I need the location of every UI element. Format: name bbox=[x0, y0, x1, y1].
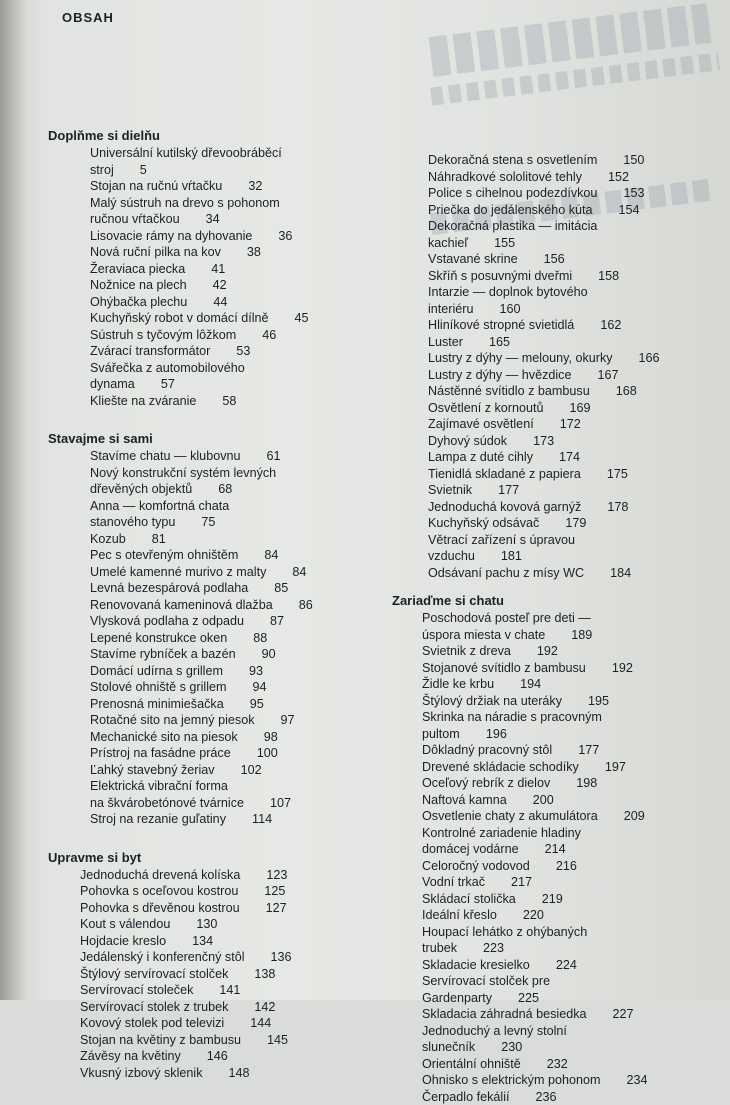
toc-entry-title: Svářečka z automobilového dynama bbox=[90, 361, 245, 392]
toc-entry-title: Stolové ohniště s grillem bbox=[90, 680, 227, 694]
book-spine-shadow bbox=[0, 0, 26, 1000]
toc-list bbox=[392, 152, 692, 581]
toc-entry bbox=[422, 1056, 692, 1073]
toc-entry-page-number: 130 bbox=[196, 917, 217, 931]
toc-entry bbox=[90, 310, 388, 327]
toc-entry bbox=[90, 393, 388, 410]
toc-entry bbox=[90, 465, 388, 498]
toc-entry bbox=[428, 499, 692, 516]
toc-entry-title: Kovový stolek pod televizi bbox=[80, 1016, 224, 1030]
toc-entry-page-number: 158 bbox=[598, 269, 619, 283]
toc-entry-title: Vodní trkač bbox=[422, 875, 485, 889]
toc-entry-title: Vlysková podlaha z odpadu bbox=[90, 614, 244, 628]
toc-entry-title: Renovovaná kameninová dlažba bbox=[90, 598, 273, 612]
toc-entry-page-number: 217 bbox=[511, 875, 532, 889]
toc-entry-title: Nová ruční pilka na kov bbox=[90, 245, 221, 259]
toc-entry-page-number: 160 bbox=[500, 302, 521, 316]
toc-entry-title: Kuchyňský odsávač bbox=[428, 516, 539, 530]
toc-entry bbox=[422, 973, 692, 1006]
toc-entry-page-number: 93 bbox=[249, 664, 263, 678]
toc-entry-title: Elektrická vibrační forma na škvárobetónové tvárnice bbox=[90, 779, 244, 810]
toc-entry bbox=[80, 1065, 388, 1082]
toc-entry-page-number: 150 bbox=[623, 153, 644, 167]
toc-entry bbox=[428, 482, 692, 499]
toc-section bbox=[48, 431, 388, 828]
toc-entry-page-number: 34 bbox=[206, 212, 220, 226]
toc-entry-title: Skříň s posuvnými dveřmi bbox=[428, 269, 572, 283]
toc-entry-title: Lustry z dýhy — hvězdice bbox=[428, 368, 572, 382]
toc-entry-page-number: 234 bbox=[626, 1073, 647, 1087]
toc-entry-page-number: 236 bbox=[536, 1090, 557, 1104]
section-title: Stavajme si sami bbox=[48, 431, 388, 446]
toc-entry-title: Závěsy na květiny bbox=[80, 1049, 181, 1063]
toc-entry bbox=[422, 759, 692, 776]
toc-section bbox=[48, 850, 388, 1082]
toc-entry-title: Oceľový rebrík z dielov bbox=[422, 776, 550, 790]
toc-entry bbox=[428, 284, 692, 317]
toc-entry-title: Prenosná minimiešačka bbox=[90, 697, 224, 711]
toc-entry-title: Luster bbox=[428, 335, 463, 349]
toc-entry-page-number: 46 bbox=[262, 328, 276, 342]
toc-entry-title: Dyhový súdok bbox=[428, 434, 507, 448]
toc-entry-title: Štýlový držiak na uteráky bbox=[422, 694, 562, 708]
toc-entry-title: Stroj na rezanie guľatiny bbox=[90, 812, 226, 826]
toc-entry bbox=[90, 244, 388, 261]
toc-entry bbox=[428, 268, 692, 285]
toc-entry-page-number: 172 bbox=[560, 417, 581, 431]
toc-entry bbox=[80, 916, 388, 933]
toc-entry-page-number: 227 bbox=[613, 1007, 634, 1021]
toc-entry bbox=[428, 532, 692, 565]
toc-entry-page-number: 84 bbox=[264, 548, 278, 562]
toc-entry-page-number: 192 bbox=[612, 661, 633, 675]
toc-entry-title: Rotačné sito na jemný piesok bbox=[90, 713, 255, 727]
toc-entry bbox=[422, 924, 692, 957]
toc-entry-page-number: 134 bbox=[192, 934, 213, 948]
toc-entry bbox=[428, 433, 692, 450]
toc-entry-title: Malý sústruh na drevo s pohonom ručnou vŕtačkou bbox=[90, 196, 280, 227]
toc-entry bbox=[90, 597, 388, 614]
toc-entry-page-number: 146 bbox=[207, 1049, 228, 1063]
page-heading: OBSAH bbox=[62, 10, 114, 25]
toc-entry bbox=[428, 367, 692, 384]
toc-entry bbox=[90, 663, 388, 680]
toc-entry-title: Jednoduchá drevená kolíska bbox=[80, 868, 240, 882]
toc-entry-title: Stojan na ručnú vŕtačku bbox=[90, 179, 222, 193]
toc-entry bbox=[90, 360, 388, 393]
toc-entry-title: Poschodová posteľ pre deti — úspora miesta v chate bbox=[422, 611, 591, 642]
toc-entry bbox=[422, 907, 692, 924]
toc-entry bbox=[90, 696, 388, 713]
toc-entry bbox=[90, 630, 388, 647]
toc-entry-page-number: 86 bbox=[299, 598, 313, 612]
toc-entry bbox=[80, 883, 388, 900]
toc-entry-page-number: 197 bbox=[605, 760, 626, 774]
toc-entry-page-number: 100 bbox=[257, 746, 278, 760]
toc-entry bbox=[422, 858, 692, 875]
toc-right-column bbox=[392, 152, 692, 1105]
toc-entry bbox=[422, 1072, 692, 1089]
toc-entry bbox=[428, 449, 692, 466]
toc-entry bbox=[90, 228, 388, 245]
toc-entry-page-number: 87 bbox=[270, 614, 284, 628]
toc-entry-title: Hliníkové stropné svietidlá bbox=[428, 318, 574, 332]
toc-entry-page-number: 81 bbox=[152, 532, 166, 546]
toc-entry-page-number: 68 bbox=[218, 482, 232, 496]
toc-entry bbox=[80, 867, 388, 884]
toc-entry-title: Stojanové svítidlo z bambusu bbox=[422, 661, 586, 675]
toc-entry-title: Ideální křeslo bbox=[422, 908, 497, 922]
toc-entry-page-number: 224 bbox=[556, 958, 577, 972]
toc-entry-page-number: 114 bbox=[252, 812, 272, 826]
toc-entry-title: Celoročný vodovod bbox=[422, 859, 530, 873]
toc-entry-page-number: 209 bbox=[624, 809, 645, 823]
toc-entry-page-number: 196 bbox=[486, 727, 507, 741]
section-title: Zariaďme si chatu bbox=[392, 593, 692, 608]
toc-entry-title: Dekoračná stena s osvetlením bbox=[428, 153, 597, 167]
toc-entry-title: Jednoduchá kovová garnýž bbox=[428, 500, 581, 514]
toc-entry bbox=[422, 792, 692, 809]
toc-entry bbox=[90, 811, 388, 828]
toc-entry-page-number: 107 bbox=[270, 796, 291, 810]
toc-entry-title: Lisovacie rámy na dyhovanie bbox=[90, 229, 252, 243]
toc-entry bbox=[428, 317, 692, 334]
toc-entry bbox=[422, 676, 692, 693]
toc-entry-title: Naftová kamna bbox=[422, 793, 507, 807]
toc-entry-title: Houpací lehátko z ohýbaných trubek bbox=[422, 925, 587, 956]
toc-entry-page-number: 136 bbox=[271, 950, 292, 964]
toc-entry bbox=[90, 580, 388, 597]
toc-list bbox=[392, 610, 692, 1105]
toc-entry-page-number: 181 bbox=[501, 549, 522, 563]
toc-entry-page-number: 178 bbox=[607, 500, 628, 514]
toc-entry-title: Hojdacie kreslo bbox=[80, 934, 166, 948]
toc-entry-title: Servírovací stoleček bbox=[80, 983, 193, 997]
toc-entry bbox=[90, 531, 388, 548]
toc-entry-page-number: 214 bbox=[545, 842, 566, 856]
toc-entry-title: Kliešte na zváranie bbox=[90, 394, 196, 408]
toc-entry-page-number: 168 bbox=[616, 384, 637, 398]
toc-entry bbox=[422, 742, 692, 759]
toc-entry-title: Stojan na květiny z bambusu bbox=[80, 1033, 241, 1047]
toc-entry-page-number: 173 bbox=[533, 434, 554, 448]
toc-entry-title: Kuchyňský robot v domácí dílně bbox=[90, 311, 269, 325]
toc-entry bbox=[428, 400, 692, 417]
toc-entry-title: Kontrolné zariadenie hladiny domácej vodárne bbox=[422, 826, 581, 857]
toc-entry-page-number: 38 bbox=[247, 245, 261, 259]
toc-entry bbox=[80, 1048, 388, 1065]
toc-entry-page-number: 85 bbox=[274, 581, 288, 595]
toc-entry bbox=[428, 416, 692, 433]
toc-entry bbox=[428, 152, 692, 169]
toc-entry bbox=[90, 448, 388, 465]
toc-entry-page-number: 88 bbox=[253, 631, 267, 645]
toc-entry-page-number: 223 bbox=[483, 941, 504, 955]
toc-entry-title: Levná bezespárová podlaha bbox=[90, 581, 248, 595]
toc-list bbox=[48, 448, 388, 828]
toc-entry-title: Zvárací transformátor bbox=[90, 344, 210, 358]
toc-entry-title: Skladacie kresielko bbox=[422, 958, 530, 972]
toc-entry-title: Priečka do jedálenského kúta bbox=[428, 203, 593, 217]
toc-entry bbox=[90, 762, 388, 779]
toc-entry bbox=[422, 808, 692, 825]
toc-entry bbox=[90, 679, 388, 696]
toc-entry-title: Skladacia záhradná besiedka bbox=[422, 1007, 587, 1021]
toc-entry-title: Umelé kamenné murivo z malty bbox=[90, 565, 266, 579]
toc-entry bbox=[428, 251, 692, 268]
toc-entry-title: Sústruh s tyčovým lôžkom bbox=[90, 328, 236, 342]
toc-entry-page-number: 127 bbox=[266, 901, 287, 915]
toc-entry-page-number: 145 bbox=[267, 1033, 288, 1047]
toc-entry-page-number: 97 bbox=[281, 713, 295, 727]
toc-entry-page-number: 98 bbox=[264, 730, 278, 744]
toc-entry-page-number: 94 bbox=[253, 680, 267, 694]
toc-entry bbox=[80, 1015, 388, 1032]
toc-entry bbox=[422, 1089, 692, 1105]
toc-entry-page-number: 167 bbox=[598, 368, 619, 382]
toc-entry-page-number: 220 bbox=[523, 908, 544, 922]
toc-entry-title: Kout s válendou bbox=[80, 917, 170, 931]
toc-entry bbox=[422, 775, 692, 792]
toc-entry-title: Drevené skládacie schodíky bbox=[422, 760, 579, 774]
toc-entry bbox=[422, 693, 692, 710]
toc-entry-title: Nožnice na plech bbox=[90, 278, 187, 292]
toc-section bbox=[392, 593, 692, 1105]
toc-entry-title: Kozub bbox=[90, 532, 126, 546]
toc-entry-title: Ohýbačka plechu bbox=[90, 295, 187, 309]
toc-entry-title: Servírovací stolček pre Gardenparty bbox=[422, 974, 550, 1005]
toc-entry-title: Ľahký stavebný žeriav bbox=[90, 763, 215, 777]
toc-entry-title: Tienidlá skladané z papiera bbox=[428, 467, 581, 481]
toc-entry-page-number: 154 bbox=[619, 203, 640, 217]
toc-entry bbox=[90, 277, 388, 294]
toc-entry bbox=[428, 185, 692, 202]
toc-entry-page-number: 162 bbox=[600, 318, 621, 332]
toc-entry-page-number: 148 bbox=[229, 1066, 250, 1080]
toc-entry-title: Police s cihelnou podezdívkou bbox=[428, 186, 597, 200]
toc-entry-page-number: 156 bbox=[544, 252, 565, 266]
toc-entry bbox=[90, 778, 388, 811]
toc-entry bbox=[422, 660, 692, 677]
toc-entry-title: Osvětlení z kornoutů bbox=[428, 401, 544, 415]
toc-entry-page-number: 194 bbox=[520, 677, 541, 691]
toc-left-column bbox=[48, 128, 388, 1081]
toc-entry bbox=[80, 933, 388, 950]
toc-entry-page-number: 102 bbox=[241, 763, 262, 777]
toc-entry bbox=[90, 178, 388, 195]
toc-entry-title: Lustry z dýhy — melouny, okurky bbox=[428, 351, 613, 365]
toc-entry-title: Skrinka na náradie s pracovným pultom bbox=[422, 710, 602, 741]
toc-entry-title: Čerpadlo fekálií bbox=[422, 1090, 510, 1104]
toc-entry-page-number: 42 bbox=[213, 278, 227, 292]
toc-entry-title: Dôkladný pracovný stôl bbox=[422, 743, 552, 757]
section-title: Doplňme si dielňu bbox=[48, 128, 388, 143]
toc-entry bbox=[90, 564, 388, 581]
toc-entry-title: Pec s otevřeným ohništěm bbox=[90, 548, 238, 562]
toc-entry-title: Anna — komfortná chata stanového typu bbox=[90, 499, 229, 530]
toc-entry bbox=[80, 949, 388, 966]
toc-entry-title: Svietnik z dreva bbox=[422, 644, 511, 658]
toc-entry-page-number: 165 bbox=[489, 335, 510, 349]
toc-section bbox=[48, 128, 388, 409]
toc-entry-page-number: 141 bbox=[219, 983, 240, 997]
toc-entry-title: Nástěnné svítidlo z bambusu bbox=[428, 384, 590, 398]
toc-entry-title: Servírovací stolek z trubek bbox=[80, 1000, 228, 1014]
toc-entry bbox=[90, 547, 388, 564]
toc-entry bbox=[90, 729, 388, 746]
toc-entry-page-number: 61 bbox=[267, 449, 281, 463]
toc-entry-page-number: 75 bbox=[201, 515, 215, 529]
toc-entry-page-number: 41 bbox=[211, 262, 225, 276]
toc-entry-title: Jednoduchý a levný stolní slunečník bbox=[422, 1024, 567, 1055]
toc-entry-title: Osvetlenie chaty z akumulátora bbox=[422, 809, 598, 823]
toc-list bbox=[48, 867, 388, 1082]
toc-entry-title: Vkusný izbový sklenik bbox=[80, 1066, 203, 1080]
toc-entry bbox=[90, 646, 388, 663]
toc-entry-page-number: 175 bbox=[607, 467, 628, 481]
toc-entry-page-number: 153 bbox=[623, 186, 644, 200]
toc-entry-page-number: 169 bbox=[570, 401, 591, 415]
toc-entry bbox=[428, 202, 692, 219]
toc-entry-title: Mechanické sito na piesok bbox=[90, 730, 238, 744]
toc-entry bbox=[422, 1006, 692, 1023]
toc-entry-page-number: 219 bbox=[542, 892, 563, 906]
toc-entry bbox=[428, 334, 692, 351]
toc-entry-title: Nový konstrukční systém levných dřevěných objektů bbox=[90, 466, 276, 497]
toc-entry-page-number: 166 bbox=[639, 351, 660, 365]
toc-entry-page-number: 189 bbox=[571, 628, 592, 642]
toc-entry bbox=[428, 350, 692, 367]
toc-entry-title: Dekoračná plastika — imitácia kachieľ bbox=[428, 219, 597, 250]
toc-entry bbox=[422, 709, 692, 742]
toc-entry-title: Ohnisko s elektrickým pohonom bbox=[422, 1073, 600, 1087]
toc-entry-page-number: 144 bbox=[250, 1016, 271, 1030]
toc-entry bbox=[422, 874, 692, 891]
toc-entry-page-number: 45 bbox=[295, 311, 309, 325]
toc-entry-title: Pohovka s dřevěnou kostrou bbox=[80, 901, 240, 915]
toc-entry bbox=[428, 169, 692, 186]
toc-entry-page-number: 177 bbox=[498, 483, 519, 497]
toc-entry-page-number: 152 bbox=[608, 170, 629, 184]
toc-entry-page-number: 179 bbox=[565, 516, 586, 530]
toc-entry-page-number: 174 bbox=[559, 450, 580, 464]
toc-entry-page-number: 32 bbox=[248, 179, 262, 193]
toc-entry bbox=[80, 1032, 388, 1049]
toc-entry-page-number: 36 bbox=[278, 229, 292, 243]
toc-entry-page-number: 123 bbox=[266, 868, 287, 882]
toc-entry-page-number: 232 bbox=[547, 1057, 568, 1071]
toc-entry bbox=[90, 712, 388, 729]
toc-entry bbox=[80, 999, 388, 1016]
toc-entry-page-number: 225 bbox=[518, 991, 539, 1005]
toc-entry-page-number: 155 bbox=[494, 236, 515, 250]
toc-entry-page-number: 177 bbox=[578, 743, 599, 757]
toc-entry bbox=[80, 982, 388, 999]
toc-entry bbox=[428, 466, 692, 483]
toc-entry bbox=[90, 294, 388, 311]
toc-entry-page-number: 53 bbox=[236, 344, 250, 358]
toc-entry-title: Stavíme chatu — klubovnu bbox=[90, 449, 241, 463]
toc-entry bbox=[422, 1023, 692, 1056]
toc-entry-page-number: 216 bbox=[556, 859, 577, 873]
toc-entry bbox=[428, 515, 692, 532]
toc-entry-page-number: 90 bbox=[262, 647, 276, 661]
toc-entry-title: Židle ke krbu bbox=[422, 677, 494, 691]
toc-entry-page-number: 125 bbox=[264, 884, 285, 898]
toc-entry bbox=[90, 498, 388, 531]
toc-entry bbox=[90, 261, 388, 278]
toc-entry-title: Žeraviaca piecka bbox=[90, 262, 185, 276]
toc-entry-title: Stavíme rybníček a bazén bbox=[90, 647, 236, 661]
toc-entry bbox=[90, 613, 388, 630]
toc-entry-page-number: 84 bbox=[292, 565, 306, 579]
toc-entry bbox=[80, 966, 388, 983]
toc-entry-title: Orientální ohniště bbox=[422, 1057, 521, 1071]
toc-entry-title: Jedálenský i konferenčný stôl bbox=[80, 950, 245, 964]
toc-entry bbox=[90, 145, 388, 178]
toc-entry-title: Lampa z duté cihly bbox=[428, 450, 533, 464]
toc-entry bbox=[80, 900, 388, 917]
toc-entry-page-number: 184 bbox=[610, 566, 631, 580]
toc-entry bbox=[428, 565, 692, 582]
toc-entry-page-number: 192 bbox=[537, 644, 558, 658]
section-title: Upravme si byt bbox=[48, 850, 388, 865]
toc-entry-page-number: 142 bbox=[254, 1000, 275, 1014]
toc-entry bbox=[422, 643, 692, 660]
toc-entry-page-number: 195 bbox=[588, 694, 609, 708]
toc-entry-title: Universální kutilský dřevoobráběcí stroj bbox=[90, 146, 282, 177]
toc-entry-title: Vstavané skrine bbox=[428, 252, 518, 266]
toc-entry bbox=[428, 383, 692, 400]
toc-entry-page-number: 200 bbox=[533, 793, 554, 807]
toc-entry-page-number: 58 bbox=[222, 394, 236, 408]
toc-entry bbox=[90, 745, 388, 762]
toc-entry bbox=[422, 610, 692, 643]
toc-entry-page-number: 5 bbox=[140, 163, 147, 177]
toc-entry-title: Domácí udírna s grillem bbox=[90, 664, 223, 678]
toc-entry-page-number: 198 bbox=[576, 776, 597, 790]
toc-entry bbox=[90, 343, 388, 360]
toc-entry-title: Svietnik bbox=[428, 483, 472, 497]
toc-entry bbox=[428, 218, 692, 251]
toc-entry-page-number: 57 bbox=[161, 377, 175, 391]
toc-entry-page-number: 44 bbox=[213, 295, 227, 309]
toc-entry-title: Prístroj na fasádne práce bbox=[90, 746, 231, 760]
toc-entry-page-number: 230 bbox=[501, 1040, 522, 1054]
toc-entry-title: Náhradkové sololitové tehly bbox=[428, 170, 582, 184]
toc-entry-title: Větrací zařízení s úpravou vzduchu bbox=[428, 533, 575, 564]
toc-entry bbox=[422, 825, 692, 858]
toc-entry bbox=[90, 195, 388, 228]
toc-entry-title: Pohovka s oceľovou kostrou bbox=[80, 884, 238, 898]
toc-entry-title: Intarzie — doplnok bytového interiéru bbox=[428, 285, 588, 316]
toc-entry-page-number: 95 bbox=[250, 697, 264, 711]
toc-entry bbox=[422, 891, 692, 908]
toc-entry-page-number: 138 bbox=[254, 967, 275, 981]
toc-entry-title: Odsávaní pachu z mísy WC bbox=[428, 566, 584, 580]
toc-entry-title: Skládací stolička bbox=[422, 892, 516, 906]
toc-entry-title: Štýlový servírovací stolček bbox=[80, 967, 228, 981]
toc-entry bbox=[90, 327, 388, 344]
toc-entry-title: Lepené konstrukce oken bbox=[90, 631, 227, 645]
toc-entry-title: Zajímavé osvětlení bbox=[428, 417, 534, 431]
toc-entry bbox=[422, 957, 692, 974]
toc-list bbox=[48, 145, 388, 409]
